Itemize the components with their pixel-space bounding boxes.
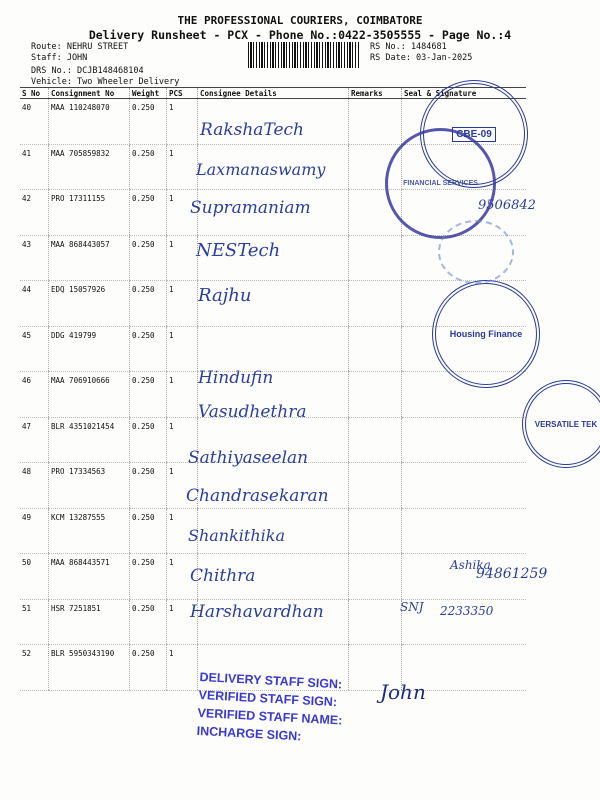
cell-sno: 52	[20, 645, 49, 691]
stamp-text: CBE-09	[452, 127, 496, 142]
cell-pcs: 1	[167, 645, 198, 691]
faint-seal-stamp	[438, 220, 514, 284]
handwritten-sign: SNJ	[400, 600, 424, 614]
handwritten-name: Chandrasekaran	[186, 486, 329, 506]
cell-pcs: 1	[167, 190, 198, 236]
col-seal: Seal & Signature	[402, 88, 527, 99]
drs-text: DRS No.: DCJB148468104	[31, 66, 144, 76]
cell-consignment: PRO 17311155	[49, 190, 130, 236]
cell-remarks	[349, 281, 402, 327]
col-remarks: Remarks	[349, 88, 402, 99]
cell-sno: 47	[20, 417, 49, 463]
handwritten-name: Sathiyaseelan	[188, 448, 309, 468]
cell-consignment: MAA 868443571	[49, 554, 130, 600]
col-pcs: PCS	[167, 88, 198, 99]
rs-no-text: RS No.: 1484681	[370, 42, 447, 52]
handwritten-name: Hindufin	[198, 368, 274, 388]
company-title: THE PROFESSIONAL COURIERS, COIMBATORE	[177, 14, 423, 27]
incharge-sign-label: INCHARGE SIGN:	[196, 723, 302, 744]
cell-weight: 0.250	[130, 190, 167, 236]
cell-sno: 45	[20, 326, 49, 372]
handwritten-phone: 2233350	[440, 604, 494, 618]
cell-consignment: BLR 5950343190	[49, 645, 130, 691]
handwritten-name: Supramaniam	[190, 198, 311, 218]
cell-sno: 43	[20, 235, 49, 281]
handwritten-name: Chithra	[190, 566, 256, 586]
col-weight: Weight	[130, 88, 167, 99]
cell-remarks	[349, 508, 402, 554]
verified-staff-sign-label: VERIFIED STAFF SIGN:	[198, 687, 338, 710]
cell-sno: 49	[20, 508, 49, 554]
stamp-text: FINANCIAL SERVICES	[403, 180, 478, 187]
stamp-text: VERSATILE TEK	[534, 419, 598, 429]
cell-pcs: 1	[167, 372, 198, 418]
housing-finance-stamp	[432, 280, 540, 388]
cell-pcs: 1	[167, 99, 198, 145]
handwritten-name: NESTech	[196, 240, 281, 261]
cell-pcs: 1	[167, 326, 198, 372]
cell-sno: 46	[20, 372, 49, 418]
handwritten-phone: 9506842	[478, 198, 536, 213]
cell-weight: 0.250	[130, 372, 167, 418]
runsheet-subtitle: Delivery Runsheet - PCX - Phone No.:0422-3505555 - Page No.:4	[88, 28, 512, 42]
cell-pcs: 1	[167, 235, 198, 281]
cell-weight: 0.250	[130, 326, 167, 372]
rs-meta	[370, 42, 472, 64]
cell-pcs: 1	[167, 599, 198, 645]
cell-consignment: BLR 4351021454	[49, 417, 130, 463]
col-consignee: Consignee Details	[198, 88, 349, 99]
cell-remarks	[349, 99, 402, 145]
cell-remarks	[349, 326, 402, 372]
cell-remarks	[349, 599, 402, 645]
cell-weight: 0.250	[130, 144, 167, 190]
cell-weight: 0.250	[130, 235, 167, 281]
cell-consignment: MAA 706910666	[49, 372, 130, 418]
cell-seal	[402, 508, 527, 554]
cell-weight: 0.250	[130, 508, 167, 554]
cell-weight: 0.250	[130, 645, 167, 691]
cell-remarks	[349, 372, 402, 418]
col-sno: S No	[20, 88, 49, 99]
cell-weight: 0.250	[130, 554, 167, 600]
cell-weight: 0.250	[130, 417, 167, 463]
cell-seal	[402, 417, 527, 463]
handwritten-name: Shankithika	[188, 526, 286, 545]
handwritten-name: Harshavardhan	[190, 602, 324, 622]
cell-pcs: 1	[167, 463, 198, 509]
handwritten-name: Vasudhethra	[198, 402, 307, 422]
handwritten-note-name: Ashika	[450, 558, 491, 572]
cell-pcs: 1	[167, 144, 198, 190]
handwritten-name: Rajhu	[198, 285, 252, 306]
handwritten-name: Laxmanaswamy	[196, 160, 326, 179]
handwritten-phone: 94861259	[476, 566, 548, 582]
cell-sno: 40	[20, 99, 49, 145]
vehicle-text: Vehicle: Two Wheeler Delivery	[31, 77, 180, 87]
cell-consignment: EDQ 15057926	[49, 281, 130, 327]
cell-remarks	[349, 463, 402, 509]
cell-sno: 42	[20, 190, 49, 236]
rs-date-text: RS Date: 03-Jan-2025	[370, 53, 473, 63]
cell-sno: 44	[20, 281, 49, 327]
route-meta	[31, 42, 179, 88]
cell-pcs: 1	[167, 508, 198, 554]
cell-pcs: 1	[167, 554, 198, 600]
staff-sign-stamp	[196, 668, 344, 747]
col-consignment: Consignment No	[49, 88, 130, 99]
handwritten-name: RakshaTech	[200, 120, 304, 140]
cell-pcs: 1	[167, 281, 198, 327]
cell-consignment: PRO 17334563	[49, 463, 130, 509]
cell-weight: 0.250	[130, 99, 167, 145]
cell-sno: 50	[20, 554, 49, 600]
cell-remarks	[349, 554, 402, 600]
cell-weight: 0.250	[130, 463, 167, 509]
cell-consignment: MAA 868443057	[49, 235, 130, 281]
cell-weight: 0.250	[130, 599, 167, 645]
verified-staff-name-label: VERIFIED STAFF NAME:	[197, 705, 343, 728]
route-text: Route: NEHRU STREET	[31, 42, 129, 52]
barcode	[248, 42, 360, 68]
stamp-text: Housing Finance	[449, 329, 523, 339]
cell-remarks	[349, 235, 402, 281]
delivery-staff-sign-label: DELIVERY STAFF SIGN:	[199, 669, 343, 692]
cell-pcs: 1	[167, 417, 198, 463]
cell-consignment: DDG 419799	[49, 326, 130, 372]
cell-sno: 48	[20, 463, 49, 509]
cell-consignment: MAA 110248070	[49, 99, 130, 145]
cell-seal	[402, 463, 527, 509]
cell-remarks	[349, 417, 402, 463]
cell-consignment: KCM 13287555	[49, 508, 130, 554]
cell-consignment: HSR 7251851	[49, 599, 130, 645]
cell-sno: 51	[20, 599, 49, 645]
versatile-tek-stamp	[522, 380, 600, 468]
cell-weight: 0.250	[130, 281, 167, 327]
delivery-staff-signature: John	[380, 680, 426, 704]
cell-consignee	[198, 326, 349, 372]
staff-text: Staff: JOHN	[31, 53, 88, 63]
cell-sno: 41	[20, 144, 49, 190]
cell-consignment: MAA 705859832	[49, 144, 130, 190]
